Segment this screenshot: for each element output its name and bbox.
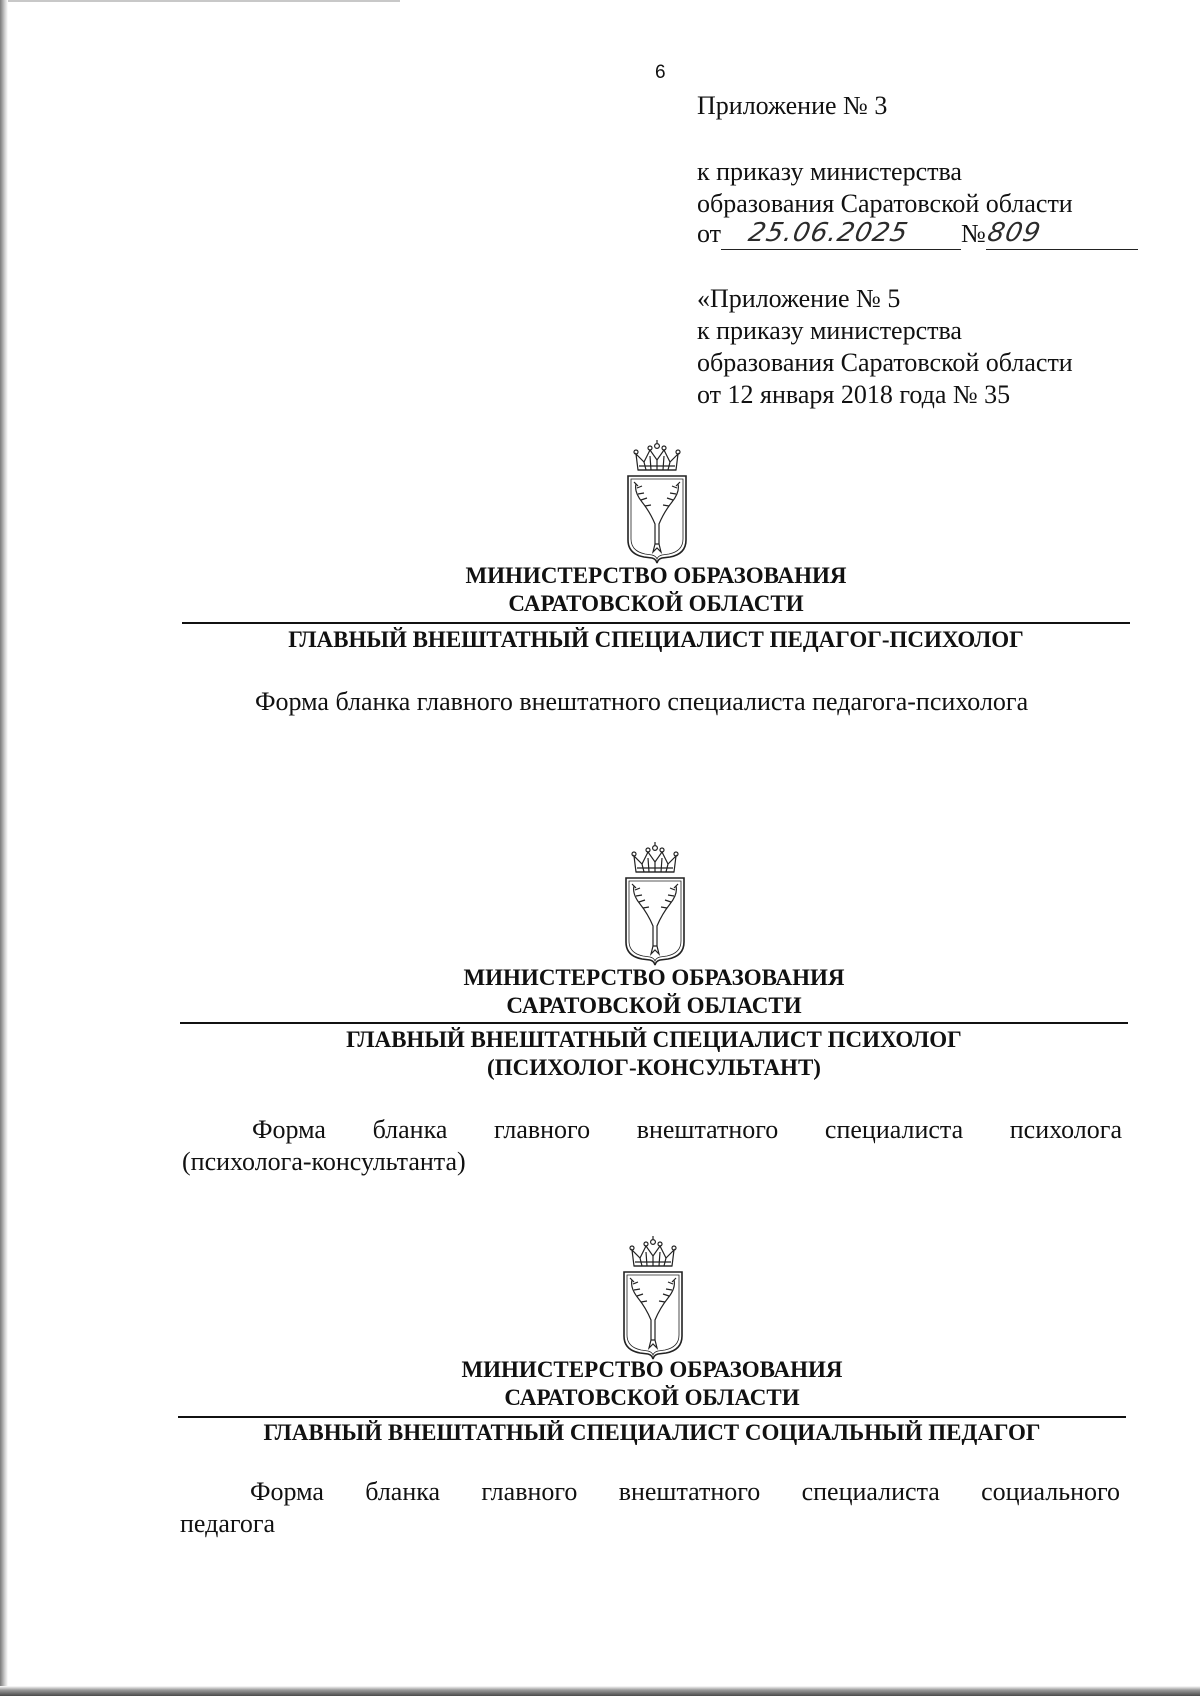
order-date-number-line <box>697 218 1138 250</box>
ministry-line-2: САРАТОВСКОЙ ОБЛАСТИ <box>504 1385 800 1410</box>
ministry-line-1: МИНИСТЕРСТВО ОБРАЗОВАНИЯ <box>461 1357 843 1382</box>
quoted-line-2: к приказу министерства <box>697 316 962 345</box>
ministry-line-1: МИНИСТЕРСТВО ОБРАЗОВАНИЯ <box>465 563 847 588</box>
specialist-line-1: ГЛАВНЫЙ ВНЕШТАТНЫЙ СПЕЦИАЛИСТ ПСИХОЛОГ <box>346 1027 962 1052</box>
specialist-line-2: (ПСИХОЛОГ-КОНСУЛЬТАНТ) <box>487 1055 821 1080</box>
form-caption-2 <box>182 1114 1122 1178</box>
saratov-coat-of-arms-icon <box>622 842 688 968</box>
scan-edge-bottom <box>0 1686 1200 1696</box>
handwritten-date: 25.06.2025 <box>745 218 912 248</box>
caption-line-2: (психолога-консультанта) <box>182 1147 466 1176</box>
form-caption-1: Форма бланка главного внештатного специалиста педагога-психолога <box>255 687 1029 716</box>
number-prefix: № <box>961 219 986 248</box>
caption-line-1: Форма бланка главного внештатного специалиста социального <box>250 1477 1120 1506</box>
ministry-line-1: МИНИСТЕРСТВО ОБРАЗОВАНИЯ <box>463 965 845 990</box>
ministry-line-2: САРАТОВСКОЙ ОБЛАСТИ <box>508 591 804 616</box>
appendix-order-reference <box>697 156 1073 220</box>
ministry-name-1 <box>56 562 1200 618</box>
ministry-name-3 <box>52 1356 1200 1412</box>
quoted-line-3: образования Саратовской области <box>697 348 1073 377</box>
order-line-2: образования Саратовской области <box>697 189 1073 218</box>
header-rule-1 <box>182 622 1130 624</box>
specialist-title-3: ГЛАВНЫЙ ВНЕШТАТНЫЙ СПЕЦИАЛИСТ СОЦИАЛЬНЫЙ ПЕДАГОГ <box>263 1420 1041 1445</box>
appendix-title: Приложение № 3 <box>697 91 888 120</box>
header-rule-3 <box>178 1416 1126 1418</box>
page-number: 6 <box>655 62 666 83</box>
caption-line-2: педагога <box>180 1509 276 1538</box>
number-field <box>986 219 1138 250</box>
date-prefix: от <box>697 219 722 248</box>
date-field <box>721 219 961 250</box>
quoted-line-1: «Приложение № 5 <box>697 284 901 313</box>
saratov-coat-of-arms-icon <box>624 440 690 566</box>
specialist-title-1: ГЛАВНЫЙ ВНЕШТАТНЫЙ СПЕЦИАЛИСТ ПЕДАГОГ-ПСИХОЛОГ <box>288 627 1024 652</box>
handwritten-number: 809 <box>984 218 1044 248</box>
form-caption-3 <box>180 1476 1120 1540</box>
ministry-line-2: САРАТОВСКОЙ ОБЛАСТИ <box>506 993 802 1018</box>
header-rule-2 <box>180 1022 1128 1024</box>
quoted-line-4: от 12 января 2018 года № 35 <box>697 380 1011 409</box>
ministry-name-2 <box>54 964 1200 1020</box>
order-line-1: к приказу министерства <box>697 157 962 186</box>
specialist-title-2 <box>180 1026 1128 1082</box>
scan-edge-top <box>0 0 400 2</box>
caption-line-1: Форма бланка главного внештатного специалиста психолога <box>252 1115 1122 1144</box>
saratov-coat-of-arms-icon <box>620 1236 686 1362</box>
quoted-appendix <box>697 283 1073 411</box>
scan-edge-left <box>0 0 8 1696</box>
